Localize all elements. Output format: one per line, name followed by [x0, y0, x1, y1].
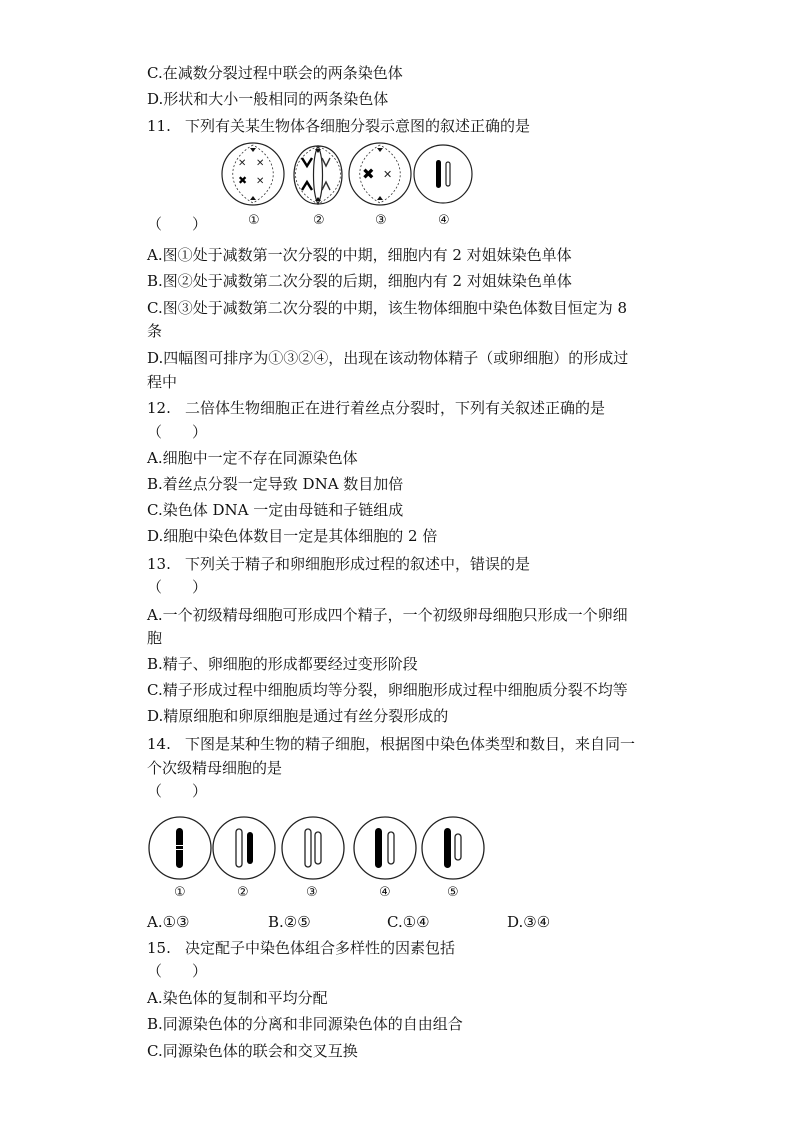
figure-11-cell-division: [218, 140, 478, 230]
option-b: B.图②处于减数第二次分裂的后期，细胞内有 2 对姐妹染色单体: [147, 272, 572, 290]
option-d-prev: D.形状和大小一般相同的两条染色体: [147, 90, 389, 108]
sperm-cell-3: [282, 817, 344, 879]
svg-text:✕: ✕: [238, 158, 247, 169]
question-11-stem: [147, 116, 530, 136]
option-b: B.②⑤: [268, 913, 311, 931]
option-a-cont: 胞: [147, 629, 163, 647]
question-text: 下列有关某生物体各细胞分裂示意图的叙述正确的是: [185, 117, 531, 135]
answer-paren: （ ）: [147, 578, 208, 596]
option-a: A.一个初级精母细胞可形成四个精子，一个初级卵母细胞只形成一个卵细: [147, 606, 628, 624]
figure-label: ①: [174, 885, 186, 900]
question-text: 二倍体生物细胞正在进行着丝点分裂时，下列有关叙述正确的是: [185, 399, 606, 417]
option-c-prev: C.在减数分裂过程中联会的两条染色体: [147, 64, 403, 82]
option-c: C.同源染色体的联会和交叉互换: [147, 1042, 358, 1060]
figure-label: ②: [237, 885, 249, 900]
question-14-options: [147, 912, 647, 932]
option-a: A.图①处于减数第一次分裂的中期，细胞内有 2 对姐妹染色单体: [147, 246, 572, 264]
svg-text:✕: ✕: [256, 176, 265, 187]
question-number: 15.: [147, 939, 171, 957]
option-a: A.染色体的复制和平均分配: [147, 989, 328, 1007]
question-number: 12.: [147, 399, 171, 417]
option-b: B.精子、卵细胞的形成都要经过变形阶段: [147, 655, 418, 673]
figure-label: ③: [306, 885, 318, 900]
figure-14-sperm-cells: [148, 812, 488, 907]
cell-4-diagram: [414, 145, 472, 203]
option-d-cont: 程中: [147, 373, 178, 391]
option-a: A.细胞中一定不存在同源染色体: [147, 449, 358, 467]
option-c: C.染色体 DNA 一定由母链和子链组成: [147, 501, 404, 519]
option-d: D.③④: [507, 913, 551, 931]
question-number: 13.: [147, 555, 171, 573]
option-c-cont: 条: [147, 322, 163, 340]
option-b: B.同源染色体的分离和非同源染色体的自由组合: [147, 1015, 463, 1033]
question-14-stem: [147, 734, 635, 754]
answer-paren: （ ）: [147, 423, 208, 441]
sperm-cell-1: [149, 817, 211, 879]
figure-label: ②: [313, 213, 325, 228]
question-15-stem: [147, 938, 455, 958]
figure-label: ③: [375, 213, 387, 228]
sperm-cell-2: [213, 817, 275, 879]
option-b: B.着丝点分裂一定导致 DNA 数目加倍: [147, 475, 404, 493]
option-d: D.四幅图可排序为①③②④，出现在该动物体精子（或卵细胞）的形成过: [147, 349, 629, 367]
question-number: 14.: [147, 735, 171, 753]
sperm-cell-4: [354, 817, 416, 879]
question-text: 决定配子中染色体组合多样性的因素包括: [185, 939, 456, 957]
question-text: 下图是某种生物的精子细胞，根据图中染色体类型和数目，来自同一: [185, 735, 636, 753]
answer-paren: （ ）: [147, 215, 208, 233]
option-c: C.精子形成过程中细胞质均等分裂，卵细胞形成过程中细胞质分裂不均等: [147, 681, 628, 699]
svg-text:✖: ✖: [238, 174, 248, 187]
svg-text:✕: ✕: [383, 168, 393, 181]
option-c: C.①④: [387, 913, 430, 931]
question-text: 下列关于精子和卵细胞形成过程的叙述中，错误的是: [185, 555, 531, 573]
option-c: C.图③处于减数第二次分裂的中期，该生物体细胞中染色体数目恒定为 8: [147, 299, 628, 317]
cell-3-diagram: [349, 143, 411, 205]
figure-label: ④: [438, 213, 450, 228]
svg-text:✖: ✖: [362, 165, 375, 183]
sperm-cell-5: [422, 817, 484, 879]
question-number: 11.: [147, 117, 171, 135]
figure-label: ④: [379, 885, 391, 900]
figure-label: ①: [248, 213, 260, 228]
question-13-stem: [147, 554, 530, 574]
svg-text:✕: ✕: [256, 158, 265, 169]
question-14-stem-cont: 个次级精母细胞的是: [147, 759, 283, 777]
option-d: D.细胞中染色体数目一定是其体细胞的 2 倍: [147, 527, 438, 545]
option-a: A.①③: [147, 913, 190, 931]
answer-paren: （ ）: [147, 782, 208, 800]
answer-paren: （ ）: [147, 962, 208, 980]
figure-label: ⑤: [447, 885, 459, 900]
question-12-stem: [147, 398, 605, 418]
cell-2-diagram: [294, 146, 342, 204]
cell-1-diagram: [222, 143, 284, 205]
option-d: D.精原细胞和卵原细胞是通过有丝分裂形成的: [147, 707, 449, 725]
